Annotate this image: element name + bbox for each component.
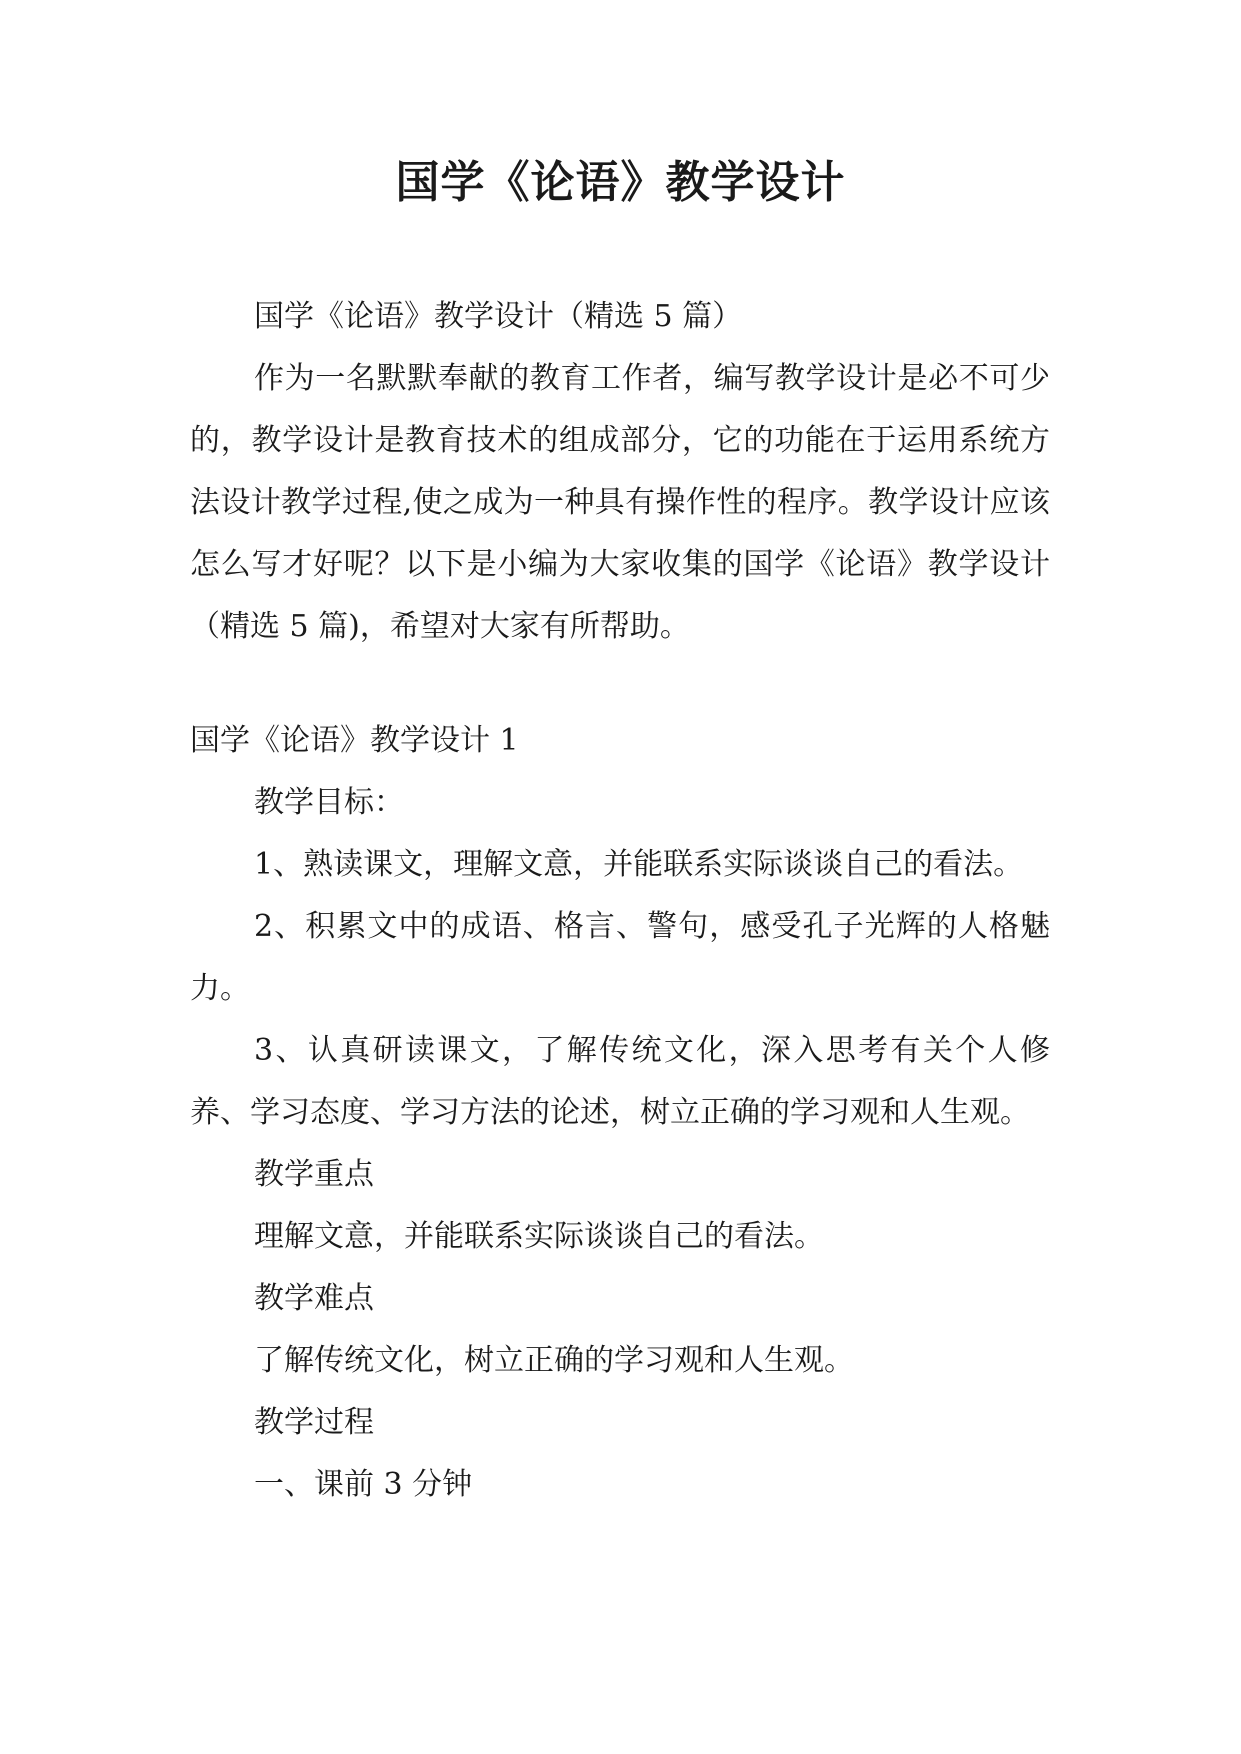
key-point-label: 教学重点 bbox=[254, 1157, 374, 1192]
key-point-text: 理解文意，并能联系实际谈谈自己的看法。 bbox=[254, 1219, 824, 1254]
document-body bbox=[190, 286, 1050, 1516]
goal-item-3: 3、认真研读课文，了解传统文化，深入思考有关个人修养、学习态度、学习方法的论述，树立正确的学习观和人生观。 bbox=[190, 1033, 1050, 1130]
goals-label: 教学目标： bbox=[254, 785, 404, 820]
subtitle-line: 国学《论语》教学设计（精选 5 篇） bbox=[254, 299, 743, 334]
goal-item-2: 2、积累文中的成语、格言、警句，感受孔子光辉的人格魅力。 bbox=[190, 909, 1050, 1006]
intro-paragraph: 作为一名默默奉献的教育工作者，编写教学设计是必不可少的，教学设计是教育技术的组成部分，它的功能在于运用系统方法设计教学过程,使之成为一种具有操作性的程序。教学设计应该怎么写才好呢？以下是小编为大家收集的国学《论语》教学设计（精选 5 篇)，希望对大家有所帮助。 bbox=[190, 361, 1050, 644]
difficulty-text: 了解传统文化，树立正确的学习观和人生观。 bbox=[254, 1343, 854, 1378]
paragraph-gap bbox=[190, 658, 1050, 710]
goal-item-1: 1、熟读课文，理解文意，并能联系实际谈谈自己的看法。 bbox=[254, 847, 1024, 882]
document-title: 国学《论语》教学设计 bbox=[395, 157, 846, 208]
process-step-1: 一、课前 3 分钟 bbox=[254, 1467, 473, 1502]
difficulty-label: 教学难点 bbox=[254, 1281, 374, 1316]
section-heading: 国学《论语》教学设计 1 bbox=[190, 723, 519, 758]
process-label: 教学过程 bbox=[254, 1405, 374, 1440]
